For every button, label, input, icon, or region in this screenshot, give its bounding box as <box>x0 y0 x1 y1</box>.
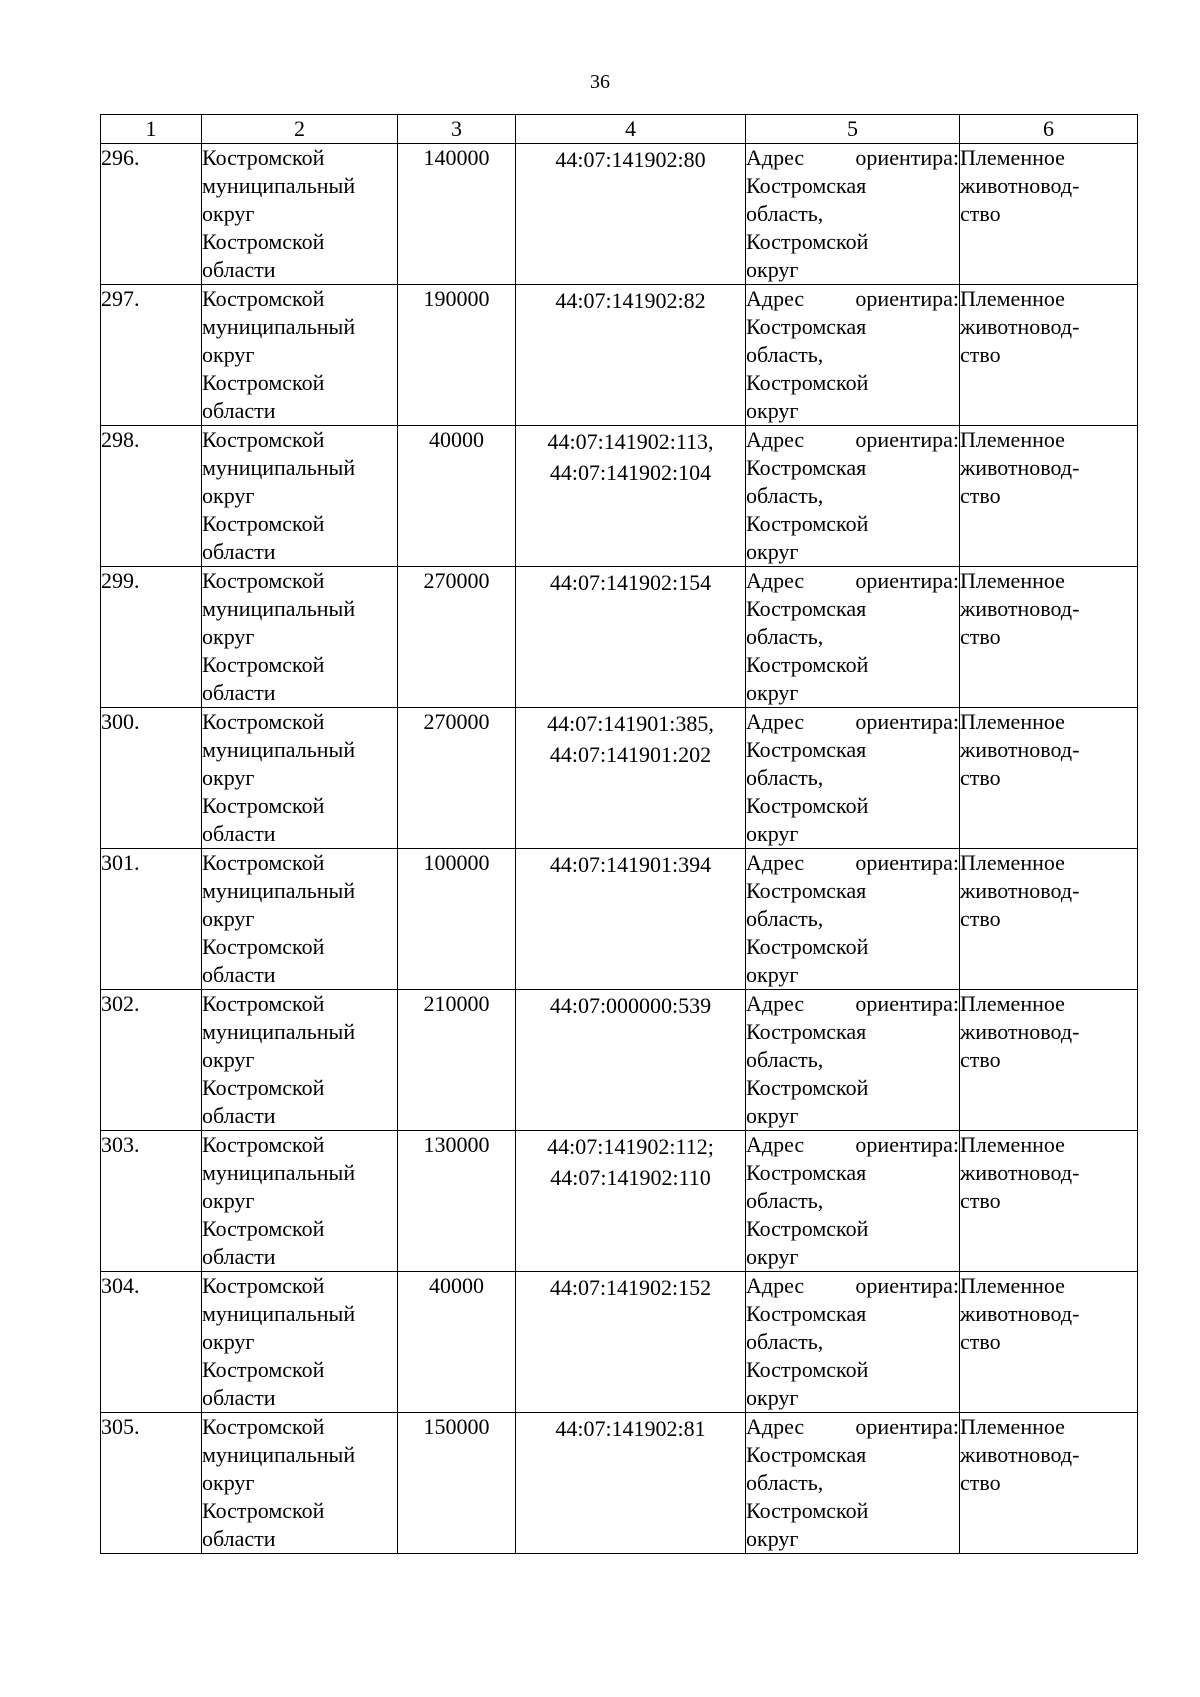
land-use-line: животновод- <box>960 737 1080 762</box>
organization-line: муниципальный <box>202 1442 356 1467</box>
address-heading <box>746 990 959 1018</box>
address-heading-word: ориентира: <box>855 568 959 593</box>
cadastral-number: 44:07:141902:113, <box>547 429 714 454</box>
column-header: 6 <box>960 115 1138 144</box>
cadastral-cell <box>516 1413 746 1554</box>
organization-line: Костромской <box>202 709 325 734</box>
organization-line: округ <box>202 1329 255 1354</box>
address-heading <box>746 426 959 454</box>
cadastral-number: 44:07:141902:110 <box>550 1165 711 1190</box>
organization-line: Костромской <box>202 427 325 452</box>
address-heading-word: Адрес <box>746 991 805 1016</box>
organization-line: муниципальный <box>202 1019 356 1044</box>
cadastral-cell <box>516 1272 746 1413</box>
address-line: Костромская <box>746 455 867 480</box>
organization-line: округ <box>202 1188 255 1213</box>
land-use-line: Племенное <box>960 568 1065 593</box>
land-use-line: ство <box>960 765 1001 790</box>
organization-line: области <box>202 398 276 423</box>
area-value: 140000 <box>423 145 490 170</box>
cadastral-number: 44:07:141902:152 <box>549 1275 712 1300</box>
address-heading-word: Адрес <box>746 145 805 170</box>
address-heading-word: Адрес <box>746 709 805 734</box>
organization-line: Костромской <box>202 1357 325 1382</box>
row-number: 304. <box>101 1273 140 1298</box>
land-use-cell <box>960 426 1138 567</box>
organization-cell <box>202 426 398 567</box>
row-number: 305. <box>101 1414 140 1439</box>
address-line: область, <box>746 1329 824 1354</box>
organization-line: муниципальный <box>202 1160 356 1185</box>
area-cell <box>398 567 516 708</box>
address-cell <box>746 708 960 849</box>
cadastral-number: 44:07:141901:385, <box>547 711 714 736</box>
cadastral-cell <box>516 708 746 849</box>
land-use-line: ство <box>960 906 1001 931</box>
address-heading-word: ориентира: <box>855 145 959 170</box>
address-cell <box>746 1272 960 1413</box>
organization-line: муниципальный <box>202 173 356 198</box>
address-heading <box>746 1413 959 1441</box>
table-row <box>101 567 1138 708</box>
address-heading-word: Адрес <box>746 427 805 452</box>
organization-line: округ <box>202 342 255 367</box>
organization-line: Костромской <box>202 1498 325 1523</box>
organization-line: Костромской <box>202 1273 325 1298</box>
address-line: Костромской <box>746 934 869 959</box>
cadastral-cell <box>516 1131 746 1272</box>
row-number: 298. <box>101 427 140 452</box>
area-cell <box>398 144 516 285</box>
organization-line: области <box>202 1103 276 1128</box>
cadastral-number: 44:07:141902:82 <box>555 288 706 313</box>
area-value: 270000 <box>423 568 490 593</box>
address-line: Костромской <box>746 793 869 818</box>
land-use-line: Племенное <box>960 1132 1065 1157</box>
land-use-line: ство <box>960 1188 1001 1213</box>
organization-line: Костромской <box>202 370 325 395</box>
organization-line: муниципальный <box>202 737 356 762</box>
organization-line: Костромской <box>202 793 325 818</box>
row-number-cell <box>101 1413 202 1554</box>
land-use-cell <box>960 1272 1138 1413</box>
organization-line: Костромской <box>202 850 325 875</box>
organization-line: округ <box>202 483 255 508</box>
address-cell <box>746 567 960 708</box>
address-line: округ <box>746 821 799 846</box>
address-cell <box>746 990 960 1131</box>
address-line: Костромская <box>746 596 867 621</box>
address-line: Костромская <box>746 1442 867 1467</box>
cadastral-number: 44:07:141902:81 <box>555 1416 706 1441</box>
cadastral-number: 44:07:141902:80 <box>555 147 706 172</box>
address-line: Костромской <box>746 1216 869 1241</box>
organization-cell <box>202 849 398 990</box>
address-line: Костромской <box>746 652 869 677</box>
cadastral-cell <box>516 990 746 1131</box>
table-row <box>101 1131 1138 1272</box>
address-line: Костромской <box>746 229 869 254</box>
land-use-line: животновод- <box>960 596 1080 621</box>
area-cell <box>398 1131 516 1272</box>
land-use-line: Племенное <box>960 709 1065 734</box>
address-heading-word: Адрес <box>746 568 805 593</box>
address-line: область, <box>746 342 824 367</box>
cadastral-cell <box>516 144 746 285</box>
cadastral-cell <box>516 849 746 990</box>
organization-line: Костромской <box>202 511 325 536</box>
address-heading-word: ориентира: <box>855 427 959 452</box>
cadastral-cell <box>516 426 746 567</box>
address-line: Костромской <box>746 511 869 536</box>
address-line: округ <box>746 1385 799 1410</box>
address-cell <box>746 1131 960 1272</box>
address-heading <box>746 1272 959 1300</box>
area-value: 270000 <box>423 709 490 734</box>
header-row <box>101 115 1138 144</box>
row-number-cell <box>101 1131 202 1272</box>
address-line: округ <box>746 257 799 282</box>
address-cell <box>746 1413 960 1554</box>
organization-cell <box>202 144 398 285</box>
organization-line: области <box>202 1244 276 1269</box>
address-heading <box>746 708 959 736</box>
land-use-line: Племенное <box>960 1414 1065 1439</box>
organization-line: области <box>202 962 276 987</box>
land-use-cell <box>960 1413 1138 1554</box>
address-line: округ <box>746 1103 799 1128</box>
cadastral-number: 44:07:141902:112; <box>547 1134 714 1159</box>
table-row <box>101 285 1138 426</box>
address-line: область, <box>746 483 824 508</box>
table-row <box>101 426 1138 567</box>
address-line: область, <box>746 624 824 649</box>
address-cell <box>746 144 960 285</box>
address-line: область, <box>746 765 824 790</box>
row-number-cell <box>101 285 202 426</box>
cadastral-number: 44:07:000000:539 <box>549 993 712 1018</box>
area-value: 130000 <box>423 1132 490 1157</box>
address-line: Костромской <box>746 1075 869 1100</box>
area-value: 150000 <box>423 1414 490 1439</box>
address-line: область, <box>746 1188 824 1213</box>
organization-line: области <box>202 680 276 705</box>
cadastral-cell <box>516 285 746 426</box>
table-row <box>101 1272 1138 1413</box>
table-row <box>101 849 1138 990</box>
column-header: 2 <box>202 115 398 144</box>
address-line: округ <box>746 539 799 564</box>
area-cell <box>398 285 516 426</box>
area-value: 210000 <box>423 991 490 1016</box>
land-use-line: животновод- <box>960 1301 1080 1326</box>
row-number: 303. <box>101 1132 140 1157</box>
row-number: 302. <box>101 991 140 1016</box>
address-line: область, <box>746 906 824 931</box>
row-number: 300. <box>101 709 140 734</box>
address-line: область, <box>746 1047 824 1072</box>
land-use-line: Племенное <box>960 850 1065 875</box>
land-use-line: ство <box>960 1329 1001 1354</box>
organization-line: области <box>202 1526 276 1551</box>
land-use-line: животновод- <box>960 1442 1080 1467</box>
row-number: 301. <box>101 850 140 875</box>
land-use-line: Племенное <box>960 427 1065 452</box>
row-number: 296. <box>101 145 140 170</box>
area-cell <box>398 426 516 567</box>
address-heading-word: ориентира: <box>855 1414 959 1439</box>
row-number-cell <box>101 144 202 285</box>
area-cell <box>398 1413 516 1554</box>
area-cell <box>398 708 516 849</box>
organization-line: округ <box>202 765 255 790</box>
organization-cell <box>202 1131 398 1272</box>
address-line: Костромская <box>746 1019 867 1044</box>
column-header: 3 <box>398 115 516 144</box>
address-line: округ <box>746 1244 799 1269</box>
address-heading <box>746 567 959 595</box>
organization-line: муниципальный <box>202 314 356 339</box>
land-use-line: ство <box>960 483 1001 508</box>
address-line: область, <box>746 201 824 226</box>
row-number-cell <box>101 849 202 990</box>
address-heading <box>746 285 959 313</box>
address-line: округ <box>746 962 799 987</box>
address-line: область, <box>746 1470 824 1495</box>
organization-cell <box>202 1272 398 1413</box>
address-line: Костромская <box>746 737 867 762</box>
land-use-line: животновод- <box>960 173 1080 198</box>
organization-line: Костромской <box>202 145 325 170</box>
address-line: Костромской <box>746 370 869 395</box>
organization-line: Костромской <box>202 1414 325 1439</box>
address-line: округ <box>746 1526 799 1551</box>
organization-cell <box>202 1413 398 1554</box>
organization-cell <box>202 708 398 849</box>
organization-line: области <box>202 1385 276 1410</box>
area-cell <box>398 1272 516 1413</box>
address-line: Костромская <box>746 878 867 903</box>
address-cell <box>746 285 960 426</box>
address-heading-word: ориентира: <box>855 850 959 875</box>
area-value: 40000 <box>429 427 484 452</box>
land-use-line: Племенное <box>960 1273 1065 1298</box>
land-use-line: ство <box>960 624 1001 649</box>
organization-line: Костромской <box>202 286 325 311</box>
cadastral-number: 44:07:141902:154 <box>549 570 712 595</box>
address-heading <box>746 849 959 877</box>
organization-line: Костромской <box>202 1075 325 1100</box>
row-number-cell <box>101 1272 202 1413</box>
address-cell <box>746 426 960 567</box>
row-number-cell <box>101 567 202 708</box>
table-row <box>101 708 1138 849</box>
address-heading <box>746 144 959 172</box>
land-use-line: Племенное <box>960 991 1065 1016</box>
cadastral-number: 44:07:141901:202 <box>549 742 712 767</box>
address-heading-word: ориентира: <box>855 1273 959 1298</box>
organization-line: Костромской <box>202 229 325 254</box>
address-cell <box>746 849 960 990</box>
organization-line: Костромской <box>202 1216 325 1241</box>
address-line: Костромская <box>746 314 867 339</box>
address-heading-word: ориентира: <box>855 991 959 1016</box>
address-heading-word: Адрес <box>746 1273 805 1298</box>
organization-line: округ <box>202 1047 255 1072</box>
land-use-line: животновод- <box>960 1160 1080 1185</box>
organization-line: округ <box>202 201 255 226</box>
land-use-cell <box>960 144 1138 285</box>
organization-line: муниципальный <box>202 878 356 903</box>
cadastral-number: 44:07:141902:104 <box>549 460 712 485</box>
land-use-line: ство <box>960 1470 1001 1495</box>
address-line: округ <box>746 398 799 423</box>
land-use-cell <box>960 285 1138 426</box>
cadastral-cell <box>516 567 746 708</box>
land-use-line: животновод- <box>960 878 1080 903</box>
organization-line: области <box>202 821 276 846</box>
land-use-line: ство <box>960 1047 1001 1072</box>
address-heading <box>746 1131 959 1159</box>
address-line: округ <box>746 680 799 705</box>
organization-line: округ <box>202 906 255 931</box>
land-use-cell <box>960 849 1138 990</box>
organization-line: Костромской <box>202 568 325 593</box>
land-use-line: ство <box>960 201 1001 226</box>
organization-line: муниципальный <box>202 455 356 480</box>
land-use-line: животновод- <box>960 1019 1080 1044</box>
land-use-cell <box>960 567 1138 708</box>
land-use-line: ство <box>960 342 1001 367</box>
land-use-cell <box>960 708 1138 849</box>
organization-line: области <box>202 257 276 282</box>
organization-line: муниципальный <box>202 596 356 621</box>
table-body <box>101 144 1138 1554</box>
land-use-cell <box>960 990 1138 1131</box>
land-use-line: животновод- <box>960 455 1080 480</box>
column-header: 1 <box>101 115 202 144</box>
organization-line: Костромской <box>202 1132 325 1157</box>
address-line: Костромская <box>746 1160 867 1185</box>
organization-cell <box>202 567 398 708</box>
column-header: 4 <box>516 115 746 144</box>
address-line: Костромская <box>746 1301 867 1326</box>
organization-cell <box>202 990 398 1131</box>
row-number-cell <box>101 990 202 1131</box>
land-use-line: животновод- <box>960 314 1080 339</box>
area-cell <box>398 990 516 1131</box>
row-number: 299. <box>101 568 140 593</box>
organization-line: Костромской <box>202 991 325 1016</box>
table-header <box>101 115 1138 144</box>
organization-line: округ <box>202 1470 255 1495</box>
address-heading-word: Адрес <box>746 286 805 311</box>
address-heading-word: Адрес <box>746 1132 805 1157</box>
area-value: 190000 <box>423 286 490 311</box>
address-heading-word: Адрес <box>746 1414 805 1439</box>
address-line: Костромской <box>746 1357 869 1382</box>
organization-cell <box>202 285 398 426</box>
table-row <box>101 990 1138 1131</box>
address-heading-word: ориентира: <box>855 286 959 311</box>
address-line: Костромской <box>746 1498 869 1523</box>
row-number-cell <box>101 708 202 849</box>
land-use-line: Племенное <box>960 286 1065 311</box>
area-value: 40000 <box>429 1273 484 1298</box>
cadastral-number: 44:07:141901:394 <box>549 852 712 877</box>
organization-line: Костромской <box>202 934 325 959</box>
address-heading-word: Адрес <box>746 850 805 875</box>
area-value: 100000 <box>423 850 490 875</box>
table-row <box>101 1413 1138 1554</box>
column-header: 5 <box>746 115 960 144</box>
land-use-cell <box>960 1131 1138 1272</box>
page-number: 36 <box>590 71 610 93</box>
address-heading-word: ориентира: <box>855 1132 959 1157</box>
address-heading-word: ориентира: <box>855 709 959 734</box>
address-line: Костромская <box>746 173 867 198</box>
organization-line: области <box>202 539 276 564</box>
row-number: 297. <box>101 286 140 311</box>
organization-line: округ <box>202 624 255 649</box>
area-cell <box>398 849 516 990</box>
row-number-cell <box>101 426 202 567</box>
organization-line: муниципальный <box>202 1301 356 1326</box>
organization-line: Костромской <box>202 652 325 677</box>
land-use-line: Племенное <box>960 145 1065 170</box>
land-registry-table <box>100 114 1138 1554</box>
table-row <box>101 144 1138 285</box>
